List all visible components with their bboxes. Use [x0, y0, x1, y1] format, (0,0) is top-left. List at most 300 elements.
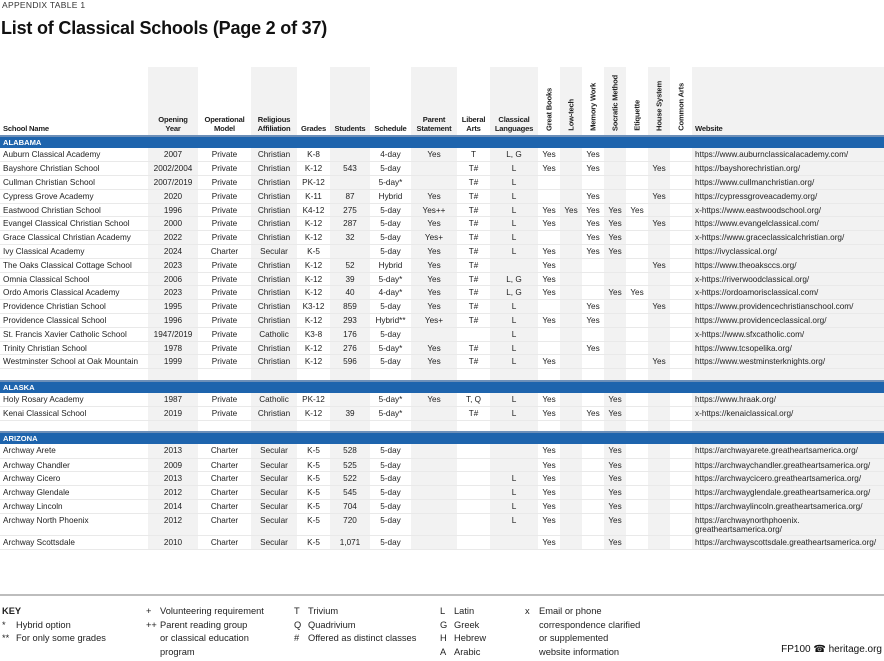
cell-parent-statement: [411, 162, 457, 176]
cell-memory-work: [582, 513, 604, 535]
cell-website[interactable]: https://www.auburnclassicalacademy.com/: [692, 148, 884, 162]
cell-classical-languages: [490, 258, 538, 272]
cell-website[interactable]: https://www.hraak.org/: [692, 393, 884, 407]
cell-liberal-arts: T#: [457, 176, 490, 190]
col-header-classical-languages: Classical Languages: [490, 67, 538, 136]
cell-memory-work: Yes: [582, 245, 604, 259]
cell-parent-statement: Yes: [411, 272, 457, 286]
cell-parent-statement: Yes++: [411, 203, 457, 217]
cell-great-books: [538, 231, 560, 245]
cell-socratic-method: Yes: [604, 217, 626, 231]
spacer-cell: [604, 369, 626, 381]
cell-great-books: [538, 341, 560, 355]
cell-common-arts: [670, 444, 692, 458]
cell-liberal-arts: T#: [457, 286, 490, 300]
cell-religious-affiliation: Christian: [251, 314, 297, 328]
cell-socratic-method: [604, 341, 626, 355]
cell-great-books: Yes: [538, 148, 560, 162]
cell-low-tech: [560, 407, 582, 421]
cell-liberal-arts: T#: [457, 300, 490, 314]
cell-low-tech: [560, 341, 582, 355]
cell-classical-languages: [490, 535, 538, 549]
cell-opening-year: 2012: [148, 486, 198, 500]
cell-name: Auburn Classical Academy: [0, 148, 148, 162]
cell-grades: K3-12: [297, 300, 330, 314]
cell-etiquette: Yes: [626, 203, 648, 217]
cell-liberal-arts: T#: [457, 407, 490, 421]
cell-house-system: Yes: [648, 189, 670, 203]
cell-website[interactable]: https://archwaylincoln.greatheartsamerica.org/: [692, 500, 884, 514]
cell-parent-statement: Yes: [411, 258, 457, 272]
cell-website[interactable]: https://cypressgroveacademy.org/: [692, 189, 884, 203]
table-row: [0, 203, 884, 217]
col-header-students: Students: [330, 67, 370, 136]
table-row: [0, 355, 884, 369]
cell-great-books: Yes: [538, 355, 560, 369]
table-row: [0, 500, 884, 514]
cell-low-tech: [560, 472, 582, 486]
spacer-cell: [411, 420, 457, 432]
cell-parent-statement: Yes: [411, 393, 457, 407]
cell-website[interactable]: https://archwaynorthphoenix. greatheartsamerica.org/: [692, 513, 884, 535]
cell-low-tech: [560, 458, 582, 472]
cell-socratic-method: Yes: [604, 407, 626, 421]
cell-house-system: [648, 272, 670, 286]
cell-schedule: 5-day*: [370, 272, 411, 286]
cell-schedule: 5-day: [370, 444, 411, 458]
cell-website[interactable]: https://www.cullmanchristian.org/: [692, 176, 884, 190]
cell-opening-year: 2002/2004: [148, 162, 198, 176]
cell-socratic-method: Yes: [604, 486, 626, 500]
cell-schedule: 5-day: [370, 217, 411, 231]
cell-liberal-arts: [457, 472, 490, 486]
cell-name: Grace Classical Christian Academy: [0, 231, 148, 245]
cell-website[interactable]: https://ivyclassical.org/: [692, 245, 884, 259]
cell-name: Archway North Phoenix: [0, 513, 148, 535]
cell-students: 596: [330, 355, 370, 369]
cell-operational-model: Private: [198, 231, 251, 245]
spacer-cell: [604, 420, 626, 432]
key-col-4: [440, 605, 486, 659]
cell-name: Kenai Classical School: [0, 407, 148, 421]
cell-house-system: Yes: [648, 300, 670, 314]
cell-etiquette: [626, 162, 648, 176]
cell-low-tech: [560, 272, 582, 286]
cell-name: Holy Rosary Academy: [0, 393, 148, 407]
cell-house-system: [648, 407, 670, 421]
cell-socratic-method: [604, 162, 626, 176]
cell-great-books: [538, 327, 560, 341]
cell-name: Eastwood Christian School: [0, 203, 148, 217]
cell-website[interactable]: x-https://riverwoodclassical.org/: [692, 272, 884, 286]
cell-etiquette: [626, 176, 648, 190]
state-name: ALABAMA: [0, 136, 884, 148]
cell-opening-year: 2020: [148, 189, 198, 203]
cell-socratic-method: [604, 327, 626, 341]
col-header-great-books: Great Books: [544, 88, 554, 131]
cell-liberal-arts: T#: [457, 189, 490, 203]
cell-memory-work: Yes: [582, 407, 604, 421]
cell-liberal-arts: T: [457, 148, 490, 162]
cell-house-system: [648, 458, 670, 472]
cell-religious-affiliation: Secular: [251, 500, 297, 514]
cell-etiquette: [626, 231, 648, 245]
cell-website[interactable]: https://www.providencechristianschool.com/: [692, 300, 884, 314]
cell-grades: K3-8: [297, 327, 330, 341]
cell-etiquette: [626, 407, 648, 421]
cell-operational-model: Private: [198, 300, 251, 314]
cell-operational-model: Charter: [198, 245, 251, 259]
cell-parent-statement: Yes: [411, 217, 457, 231]
table-row: [0, 458, 884, 472]
cell-schedule: 5-day*: [370, 341, 411, 355]
key-col-2: [146, 605, 264, 659]
cell-website[interactable]: https://archwaychandler.greatheartsamerica.org/: [692, 458, 884, 472]
table-row: [0, 327, 884, 341]
cell-operational-model: Charter: [198, 444, 251, 458]
cell-grades: K-12: [297, 258, 330, 272]
page-title: List of Classical Schools (Page 2 of 37): [1, 18, 328, 38]
cell-operational-model: Private: [198, 286, 251, 300]
table-row: [0, 189, 884, 203]
col-header-operational-model: Operational Model: [204, 115, 245, 133]
cell-schedule: Hybrid: [370, 258, 411, 272]
site-link[interactable]: heritage.org: [828, 644, 882, 655]
cell-common-arts: [670, 286, 692, 300]
cell-great-books: Yes: [538, 486, 560, 500]
state-name: ARIZONA: [0, 432, 884, 444]
cell-great-books: Yes: [538, 500, 560, 514]
key-item: H Hebrew: [440, 633, 487, 644]
cell-great-books: [538, 189, 560, 203]
cell-opening-year: 2014: [148, 500, 198, 514]
cell-operational-model: Private: [198, 176, 251, 190]
cell-parent-statement: Yes: [411, 286, 457, 300]
cell-schedule: 5-day: [370, 231, 411, 245]
key-item: ++ Parent reading group: [146, 619, 248, 630]
spacer-cell: [670, 369, 692, 381]
cell-grades: K-5: [297, 513, 330, 535]
cell-liberal-arts: T#: [457, 314, 490, 328]
cell-name: Providence Christian School: [0, 300, 148, 314]
cell-common-arts: [670, 148, 692, 162]
spacer-cell: [297, 420, 330, 432]
cell-socratic-method: Yes: [604, 535, 626, 549]
cell-etiquette: [626, 444, 648, 458]
cell-parent-statement: Yes+: [411, 231, 457, 245]
cell-etiquette: [626, 258, 648, 272]
cell-opening-year: 2009: [148, 458, 198, 472]
cell-common-arts: [670, 189, 692, 203]
cell-religious-affiliation: Christian: [251, 407, 297, 421]
cell-schedule: 5-day*: [370, 393, 411, 407]
col-header-socratic-method: Socratic Method: [604, 67, 626, 136]
cell-house-system: Yes: [648, 162, 670, 176]
table-row: [0, 217, 884, 231]
cell-students: 176: [330, 327, 370, 341]
cell-religious-affiliation: Secular: [251, 535, 297, 549]
cell-operational-model: Private: [198, 341, 251, 355]
table-row: [0, 535, 884, 549]
cell-memory-work: Yes: [582, 162, 604, 176]
cell-memory-work: Yes: [582, 148, 604, 162]
key-item: website information: [539, 646, 620, 657]
cell-name: Providence Classical School: [0, 314, 148, 328]
cell-great-books: Yes: [538, 535, 560, 549]
cell-house-system: [648, 176, 670, 190]
cell-classical-languages: L: [490, 189, 538, 203]
cell-parent-statement: [411, 486, 457, 500]
cell-great-books: Yes: [538, 217, 560, 231]
cell-classical-languages: L: [490, 355, 538, 369]
cell-classical-languages: L: [490, 393, 538, 407]
table-row: [0, 341, 884, 355]
cell-memory-work: [582, 258, 604, 272]
cell-parent-statement: Yes: [411, 189, 457, 203]
cell-schedule: 5-day: [370, 327, 411, 341]
cell-parent-statement: [411, 513, 457, 535]
cell-operational-model: Charter: [198, 458, 251, 472]
spacer-cell: [457, 369, 490, 381]
key-item: # Offered as distinct classes: [294, 633, 417, 644]
cell-religious-affiliation: Christian: [251, 162, 297, 176]
key-item: x Email or phone: [525, 606, 602, 616]
cell-great-books: Yes: [538, 314, 560, 328]
col-header-liberal-arts: Liberal Arts: [461, 115, 486, 133]
cell-liberal-arts: [457, 500, 490, 514]
cell-socratic-method: [604, 300, 626, 314]
cell-schedule: 5-day: [370, 472, 411, 486]
cell-classical-languages: L: [490, 176, 538, 190]
spacer-cell: [457, 420, 490, 432]
cell-operational-model: Private: [198, 393, 251, 407]
cell-website[interactable]: x-https://www.graceclassicalchristian.org/: [692, 231, 884, 245]
cell-students: 39: [330, 272, 370, 286]
key-item: program: [160, 646, 195, 657]
cell-memory-work: Yes: [582, 217, 604, 231]
spacer-cell: [490, 420, 538, 432]
cell-house-system: [648, 314, 670, 328]
cell-schedule: 5-day: [370, 513, 411, 535]
cell-website[interactable]: https://www.tcsopelika.org/: [692, 341, 884, 355]
cell-website[interactable]: https://www.providenceclassical.org/: [692, 314, 884, 328]
cell-website[interactable]: x-https://www.eastwoodschool.org/: [692, 203, 884, 217]
cell-grades: PK-12: [297, 393, 330, 407]
cell-parent-statement: [411, 327, 457, 341]
state-header: [0, 381, 884, 393]
cell-house-system: [648, 231, 670, 245]
cell-students: 545: [330, 486, 370, 500]
state-header: [0, 432, 884, 444]
cell-grades: K-8: [297, 148, 330, 162]
cell-low-tech: [560, 148, 582, 162]
cell-socratic-method: [604, 272, 626, 286]
spacer-cell: [626, 369, 648, 381]
cell-low-tech: [560, 314, 582, 328]
cell-religious-affiliation: Christian: [251, 286, 297, 300]
cell-website[interactable]: https://archwayscottsdale.greatheartsamerica.org/: [692, 535, 884, 549]
cell-website[interactable]: https://www.evangelclassical.com/: [692, 217, 884, 231]
cell-house-system: [648, 500, 670, 514]
cell-schedule: 5-day: [370, 203, 411, 217]
key-item: A Arabic: [440, 646, 481, 657]
cell-classical-languages: L: [490, 341, 538, 355]
cell-liberal-arts: [457, 513, 490, 535]
cell-opening-year: 1996: [148, 203, 198, 217]
cell-schedule: 5-day: [370, 245, 411, 259]
cell-website[interactable]: https://archwayglendale.greatheartsamerica.org/: [692, 486, 884, 500]
cell-website[interactable]: https://bayshorechristian.org/: [692, 162, 884, 176]
cell-liberal-arts: [457, 327, 490, 341]
cell-students: 39: [330, 407, 370, 421]
cell-religious-affiliation: Secular: [251, 486, 297, 500]
cell-operational-model: Private: [198, 189, 251, 203]
table-row: [0, 486, 884, 500]
table-row: [0, 472, 884, 486]
cell-name: Ivy Classical Academy: [0, 245, 148, 259]
cell-etiquette: [626, 513, 648, 535]
spacer-cell: [692, 369, 884, 381]
cell-low-tech: [560, 327, 582, 341]
spacer-cell: [582, 420, 604, 432]
cell-religious-affiliation: Secular: [251, 458, 297, 472]
cell-religious-affiliation: Secular: [251, 444, 297, 458]
spacer-cell: [538, 369, 560, 381]
cell-house-system: [648, 245, 670, 259]
spacer-cell: [490, 369, 538, 381]
cell-memory-work: [582, 272, 604, 286]
cell-website[interactable]: https://www.westminsterknights.org/: [692, 355, 884, 369]
cell-house-system: [648, 148, 670, 162]
cell-grades: K-5: [297, 472, 330, 486]
cell-memory-work: [582, 176, 604, 190]
cell-operational-model: Charter: [198, 472, 251, 486]
cell-liberal-arts: T#: [457, 162, 490, 176]
cell-liberal-arts: T#: [457, 272, 490, 286]
key-item: correspondence clarified: [539, 619, 641, 630]
cell-etiquette: [626, 189, 648, 203]
cell-low-tech: [560, 231, 582, 245]
cell-opening-year: 2007: [148, 148, 198, 162]
cell-website[interactable]: x-https://ordoamorisclassical.com/: [692, 286, 884, 300]
cell-low-tech: [560, 162, 582, 176]
spacer-cell: [560, 420, 582, 432]
appendix-label: APPENDIX TABLE 1: [2, 0, 86, 10]
cell-grades: K-12: [297, 355, 330, 369]
publication-code: FP100: [781, 644, 811, 655]
cell-name: Ordo Amoris Classical Academy: [0, 286, 148, 300]
key-col-5: [525, 605, 640, 659]
spacer-cell: [560, 369, 582, 381]
cell-common-arts: [670, 231, 692, 245]
cell-etiquette: [626, 393, 648, 407]
cell-grades: K-11: [297, 189, 330, 203]
cell-opening-year: 2013: [148, 444, 198, 458]
cell-students: 40: [330, 286, 370, 300]
cell-schedule: 5-day: [370, 500, 411, 514]
spacer-cell: [297, 369, 330, 381]
cell-religious-affiliation: Christian: [251, 258, 297, 272]
cell-socratic-method: Yes: [604, 444, 626, 458]
table-row: [0, 393, 884, 407]
cell-house-system: [648, 341, 670, 355]
spacer-cell: [0, 369, 148, 381]
cell-low-tech: [560, 500, 582, 514]
cell-operational-model: Private: [198, 314, 251, 328]
cell-schedule: 5-day: [370, 162, 411, 176]
spacer-cell: [251, 369, 297, 381]
key-item: L Latin: [440, 606, 475, 616]
cell-students: 276: [330, 341, 370, 355]
cell-socratic-method: [604, 355, 626, 369]
cell-schedule: 5-day: [370, 535, 411, 549]
col-header-house-system: House System: [648, 67, 670, 136]
state-header: [0, 136, 884, 148]
cell-great-books: Yes: [538, 272, 560, 286]
cell-name: Archway Chandler: [0, 458, 148, 472]
cell-parent-statement: [411, 176, 457, 190]
cell-website[interactable]: x-https://www.sfxcatholic.com/: [692, 327, 884, 341]
cell-name: Trinity Christian School: [0, 341, 148, 355]
cell-grades: K4-12: [297, 203, 330, 217]
cell-house-system: Yes: [648, 258, 670, 272]
cell-website[interactable]: https://archwaycicero.greatheartsamerica.org/: [692, 472, 884, 486]
cell-website[interactable]: x-https://kenaiclassical.org/: [692, 407, 884, 421]
cell-religious-affiliation: Christian: [251, 341, 297, 355]
cell-common-arts: [670, 355, 692, 369]
cell-house-system: [648, 286, 670, 300]
spacer-row: [0, 420, 884, 432]
cell-website[interactable]: https://archwayarete.greatheartsamerica.org/: [692, 444, 884, 458]
cell-etiquette: [626, 472, 648, 486]
cell-name: Archway Scottsdale: [0, 535, 148, 549]
cell-etiquette: [626, 300, 648, 314]
cell-liberal-arts: [457, 486, 490, 500]
cell-religious-affiliation: Christian: [251, 272, 297, 286]
cell-great-books: [538, 176, 560, 190]
cell-socratic-method: Yes: [604, 393, 626, 407]
cell-memory-work: [582, 393, 604, 407]
cell-parent-statement: [411, 535, 457, 549]
col-header-memory-work: Memory Work: [588, 83, 598, 131]
cell-operational-model: Private: [198, 217, 251, 231]
cell-grades: K-5: [297, 535, 330, 549]
cell-opening-year: 1978: [148, 341, 198, 355]
cell-parent-statement: Yes+: [411, 314, 457, 328]
cell-schedule: 4-day: [370, 148, 411, 162]
cell-etiquette: [626, 500, 648, 514]
cell-etiquette: [626, 217, 648, 231]
cell-low-tech: [560, 535, 582, 549]
cell-socratic-method: Yes: [604, 203, 626, 217]
spacer-cell: [198, 369, 251, 381]
key-item: T Trivium: [294, 606, 339, 616]
cell-website[interactable]: https://www.theoaksccs.org/: [692, 258, 884, 272]
cell-memory-work: [582, 327, 604, 341]
cell-opening-year: 2012: [148, 513, 198, 535]
cell-students: 522: [330, 472, 370, 486]
spacer-cell: [0, 420, 148, 432]
cell-liberal-arts: T#: [457, 258, 490, 272]
cell-parent-statement: [411, 500, 457, 514]
table-row: [0, 513, 884, 535]
key-item: G Greek: [440, 619, 480, 630]
cell-name: Cypress Grove Academy: [0, 189, 148, 203]
cell-common-arts: [670, 245, 692, 259]
cell-common-arts: [670, 513, 692, 535]
cell-low-tech: [560, 176, 582, 190]
cell-memory-work: [582, 486, 604, 500]
